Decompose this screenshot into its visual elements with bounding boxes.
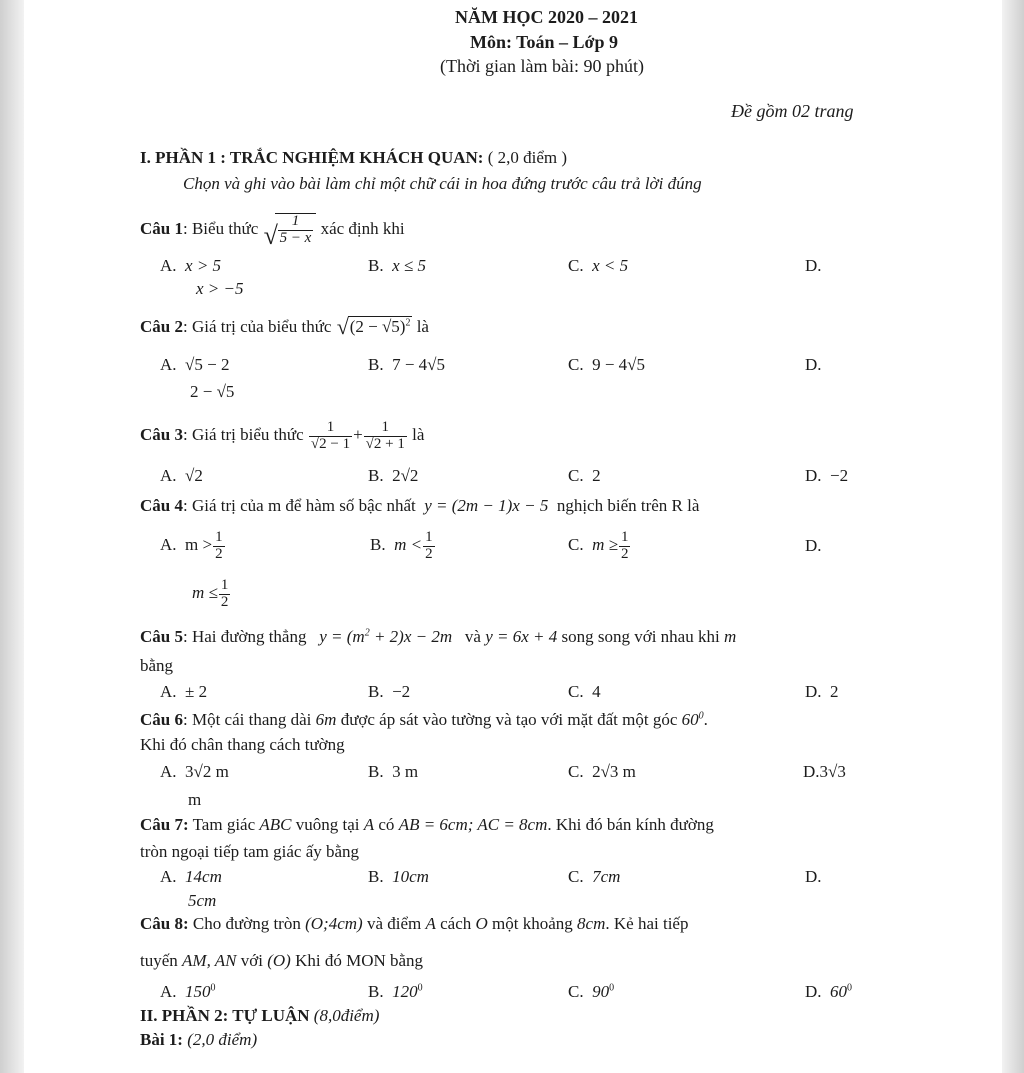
- q6-option-a-unit: m: [188, 790, 202, 809]
- q8-stem-after: . Kẻ hai tiếp: [605, 914, 689, 933]
- question-3: [140, 420, 424, 453]
- bai1-points: (2,0 điểm): [187, 1030, 258, 1049]
- q7-triangle: ABC: [259, 815, 292, 834]
- q8-option-d: D. $60^0$: [805, 982, 853, 1001]
- q2-option-d-value: 2 − √5: [190, 382, 235, 401]
- q4-label: Câu 4: [140, 496, 183, 515]
- question-6: [140, 710, 708, 730]
- q4-stem-before: : Giá trị của m để hàm số bậc nhất: [182, 496, 416, 515]
- q7-vertex: A: [363, 815, 375, 834]
- q6-stem-line2: Khi đó chân thang cách tường: [140, 735, 345, 754]
- q5-option-d: D. 2: [805, 682, 839, 701]
- q6-option-c: C. 2√3 m: [568, 762, 636, 781]
- q1-label: Câu 1: [140, 219, 183, 239]
- q6-length: 6m: [315, 710, 337, 729]
- q2-option-d: D.: [805, 355, 822, 374]
- q8-stem-mid3: một khoảng: [492, 914, 573, 933]
- question-8: [140, 914, 688, 934]
- q4-option-a: A. m > $\frac{1}{2}$: [160, 529, 223, 562]
- part2-title: II. PHẦN 2: TỰ LUẬN: [140, 1006, 310, 1025]
- q2-power: 2: [405, 317, 411, 329]
- q7-stem-before: Tam giác: [192, 815, 256, 834]
- bai1-label: Bài 1:: [140, 1030, 183, 1049]
- q2-sqrt-expression: [337, 316, 413, 337]
- q2-inner: (2 − √5): [349, 317, 406, 336]
- q1-option-b: B. x ≤ 5: [368, 256, 426, 275]
- q5-stem-after: song song với nhau khi: [561, 627, 720, 646]
- q3-label: Câu 3: [140, 425, 183, 445]
- q4-stem-after: nghịch biến trên R là: [556, 496, 700, 515]
- duration-line: (Thời gian làm bài: 90 phút): [440, 56, 644, 76]
- q6-option-b: B. 3 m: [368, 762, 419, 781]
- q3-option-c: C. 2: [568, 466, 601, 485]
- q6-label: Câu 6: [140, 710, 183, 729]
- q7-stem-line2: tròn ngoại tiếp tam giác ấy bằng: [140, 842, 360, 861]
- q4-option-d-value: m ≤ $\frac{1}{2}$: [192, 577, 229, 610]
- q7-stem-mid: vuông tại: [295, 815, 360, 834]
- q7-option-d-value: 5cm: [188, 891, 217, 910]
- q1-option-a: A. x > 5: [160, 256, 222, 275]
- q3-plus: +: [353, 425, 363, 445]
- q8-circle: (O;4cm): [305, 914, 363, 933]
- q5-stem-line2: bằng: [140, 656, 174, 675]
- q8-stem-line2: tuyến AM, AN với (O) Khi đó MON bằng: [140, 951, 424, 970]
- q7-lengths: AB = 6cm; AC = 8cm: [398, 815, 548, 834]
- sqrt-symbol: [264, 221, 278, 251]
- part1-points: ( 2,0 điểm ): [487, 148, 568, 167]
- q8-stem-mid2: cách: [440, 914, 472, 933]
- q6-option-a: A. 3√2 m: [160, 762, 229, 781]
- question-1: [140, 213, 405, 247]
- q8-stem-mid: và điểm: [366, 914, 422, 933]
- q4-option-d: D.: [805, 536, 822, 555]
- q5-line2: y = 6x + 4: [485, 627, 558, 646]
- q1-numerator: 1: [278, 214, 314, 231]
- part1-instruction: Chọn và ghi vào bài làm chỉ một chữ cái in hoa đứng trước câu trả lời đúng: [183, 174, 702, 193]
- question-7: [140, 815, 714, 835]
- q8-option-a: A. $150^0$: [160, 982, 216, 1001]
- q3-stem-after: là: [412, 425, 425, 445]
- question-5: [140, 627, 736, 647]
- q5-label: Câu 5: [140, 627, 183, 646]
- q5-stem-before: : Hai đường thẳng: [182, 627, 307, 646]
- q3-stem-before: : Giá trị biểu thức: [182, 425, 304, 445]
- question-2: [140, 316, 429, 337]
- q5-var: m: [723, 627, 737, 646]
- q8-stem-before: Cho đường tròn: [192, 914, 301, 933]
- q1-option-d: D.: [805, 256, 822, 275]
- q1-stem-after: xác định khi: [320, 219, 405, 239]
- q4-formula: y = (2m − 1)x − 5: [424, 496, 549, 515]
- q1-denominator: 5 − x: [279, 229, 312, 246]
- q8-distance: 8cm: [577, 914, 606, 933]
- q3-option-b: B. 2√2: [368, 466, 419, 485]
- q1-option-c: C. x < 5: [568, 256, 629, 275]
- q3-option-d: D. −2: [805, 466, 849, 485]
- pages-note: Đề gồm 02 trang: [731, 101, 854, 121]
- q3-fraction-2: $\frac{1}{√2 + 1}$: [365, 419, 405, 452]
- q7-stem-after: . Khi đó bán kính đường: [547, 815, 714, 834]
- q5-option-a: A. ± 2: [160, 682, 208, 701]
- q2-label: Câu 2: [140, 317, 183, 336]
- q3-fraction-1: $\frac{1}{√2 - 1}$: [310, 419, 351, 452]
- q5-conj: và: [464, 627, 481, 646]
- q1-stem-before: : Biểu thức: [182, 219, 259, 239]
- bai1-heading: [140, 1030, 257, 1050]
- q8-option-b: B. $120^0$: [368, 982, 423, 1001]
- part1-heading: [140, 148, 567, 168]
- q2-option-b: B. 7 − 4√5: [368, 355, 446, 374]
- q7-option-d: D.: [805, 867, 822, 886]
- q7-option-a: A. 14cm: [160, 867, 222, 886]
- q5-line1: $y = (m^2 + 2)x - 2m$: [319, 627, 453, 646]
- q7-label: Câu 7:: [140, 815, 189, 834]
- part1-title: I. PHẦN 1 : TRẮC NGHIỆM KHÁCH QUAN:: [140, 148, 484, 167]
- school-year: NĂM HỌC 2020 – 2021: [455, 7, 638, 27]
- q1-option-d-value: x > −5: [196, 279, 244, 298]
- question-4: [140, 496, 699, 516]
- q6-stem-end: .: [703, 710, 708, 729]
- q1-sqrt-expression: [264, 213, 317, 247]
- part2-heading: [140, 1006, 379, 1026]
- q7-option-b: B. 10cm: [368, 867, 429, 886]
- q6-stem-mid: được áp sát vào tường và tạo với mặt đất một góc: [340, 710, 678, 729]
- q8-option-c: C. $90^0$: [568, 982, 615, 1001]
- q5-option-b: B. −2: [368, 682, 411, 701]
- q2-option-a: A. √5 − 2: [160, 355, 230, 374]
- q6-angle: $60^0$: [681, 710, 704, 729]
- q2-stem-before: : Giá trị của biểu thức: [182, 317, 332, 336]
- q7-option-c: C. 7cm: [568, 867, 621, 886]
- q7-has: có: [378, 815, 395, 834]
- subject-line: Môn: Toán – Lớp 9: [470, 32, 619, 52]
- part2-points: (8,0điểm): [313, 1006, 380, 1025]
- q4-option-c: C. m ≥ $\frac{1}{2}$: [568, 529, 629, 562]
- q8-point: A: [425, 914, 436, 933]
- q6-stem-before: : Một cái thang dài: [182, 710, 312, 729]
- q2-option-c: C. 9 − 4√5: [568, 355, 646, 374]
- sqrt-symbol: [337, 314, 349, 339]
- q3-option-a: A. √2: [160, 466, 203, 485]
- q8-label: Câu 8:: [140, 914, 189, 933]
- q6-option-d: D.3√3: [803, 762, 846, 781]
- q4-option-b: B. m < $\frac{1}{2}$: [370, 529, 433, 562]
- q2-stem-after: là: [416, 317, 429, 336]
- q5-option-c: C. 4: [568, 682, 601, 701]
- q8-center: O: [475, 914, 488, 933]
